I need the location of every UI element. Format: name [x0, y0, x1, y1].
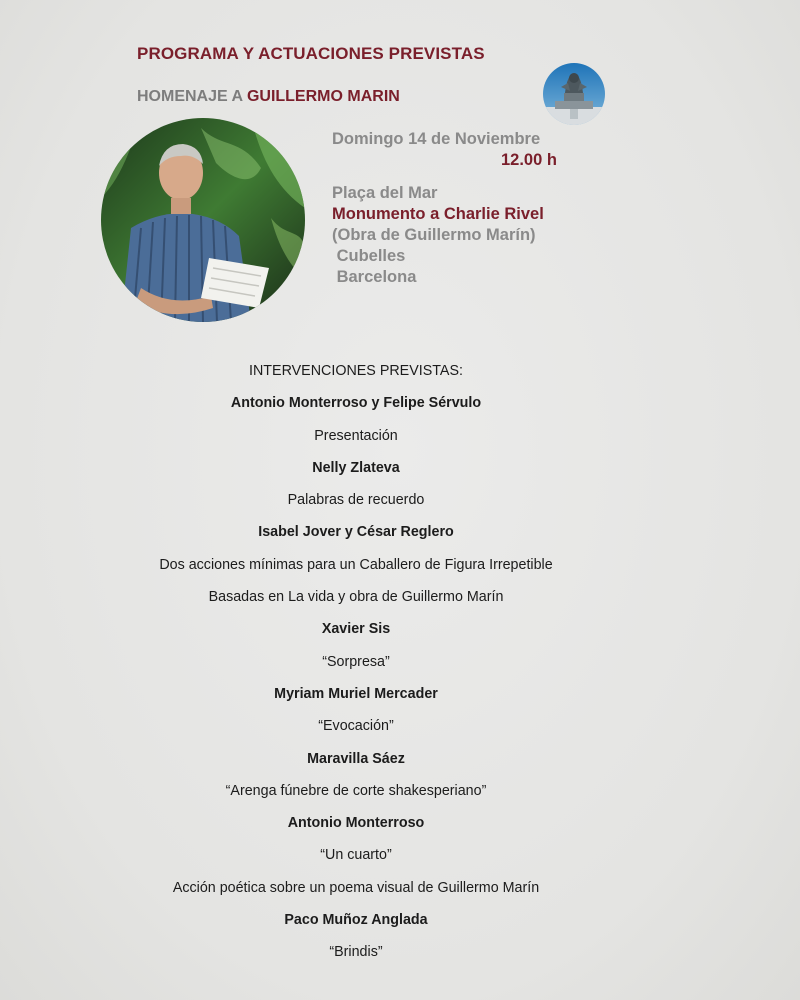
program-item: Presentación: [314, 427, 398, 444]
event-monument: Monumento a Charlie Rivel: [332, 205, 544, 223]
program-item: Acción poética sobre un poema visual de Guillermo Marín: [172, 879, 540, 896]
program-item: Maravilla Sáez: [307, 750, 405, 767]
event-work: (Obra de Guillermo Marín): [332, 226, 536, 244]
program-item: Dos acciones mínimas para un Caballero de Figura Irrepetible: [159, 556, 553, 573]
homenaje-line: [137, 88, 400, 106]
event-town: Cubelles: [332, 247, 406, 265]
program-item: Nelly Zlateva: [312, 459, 400, 476]
program-item: “Sorpresa”: [322, 653, 390, 670]
program-item: Isabel Jover y César Reglero: [258, 524, 454, 541]
monument-logo-icon: [543, 63, 605, 125]
program-item: “Un cuarto”: [320, 847, 392, 864]
homenaje-name: GUILLERMO MARIN: [246, 88, 400, 105]
program-item: “Brindis”: [329, 944, 383, 961]
homenaje-prefix: HOMENAJE A: [137, 88, 247, 105]
program-item: Myriam Muriel Mercader: [274, 685, 438, 702]
event-city: Barcelona: [332, 268, 417, 286]
portrait-photo: [101, 118, 305, 322]
program-heading: INTERVENCIONES PREVISTAS:: [249, 363, 463, 379]
program-item: Antonio Monterroso y Felipe Sérvulo: [230, 395, 482, 412]
event-date: Domingo 14 de Noviembre: [332, 130, 541, 148]
program-item: Basadas en La vida y obra de Guillermo Marín: [208, 589, 504, 606]
event-time: 12.00 h: [501, 151, 557, 169]
event-place: Plaça del Mar: [332, 184, 438, 202]
event-info: [332, 129, 557, 288]
program-item: “Arenga fúnebre de corte shakesperiano”: [225, 782, 487, 799]
program-item: Antonio Monterroso: [287, 815, 425, 832]
program-item: Paco Muñoz Anglada: [284, 912, 428, 929]
program-item: Palabras de recuerdo: [287, 492, 425, 509]
program-item: “Evocación”: [318, 718, 394, 735]
program-item: Xavier Sis: [321, 621, 391, 638]
program-title: PROGRAMA Y ACTUACIONES PREVISTAS: [137, 44, 485, 63]
program-list: [0, 355, 712, 969]
